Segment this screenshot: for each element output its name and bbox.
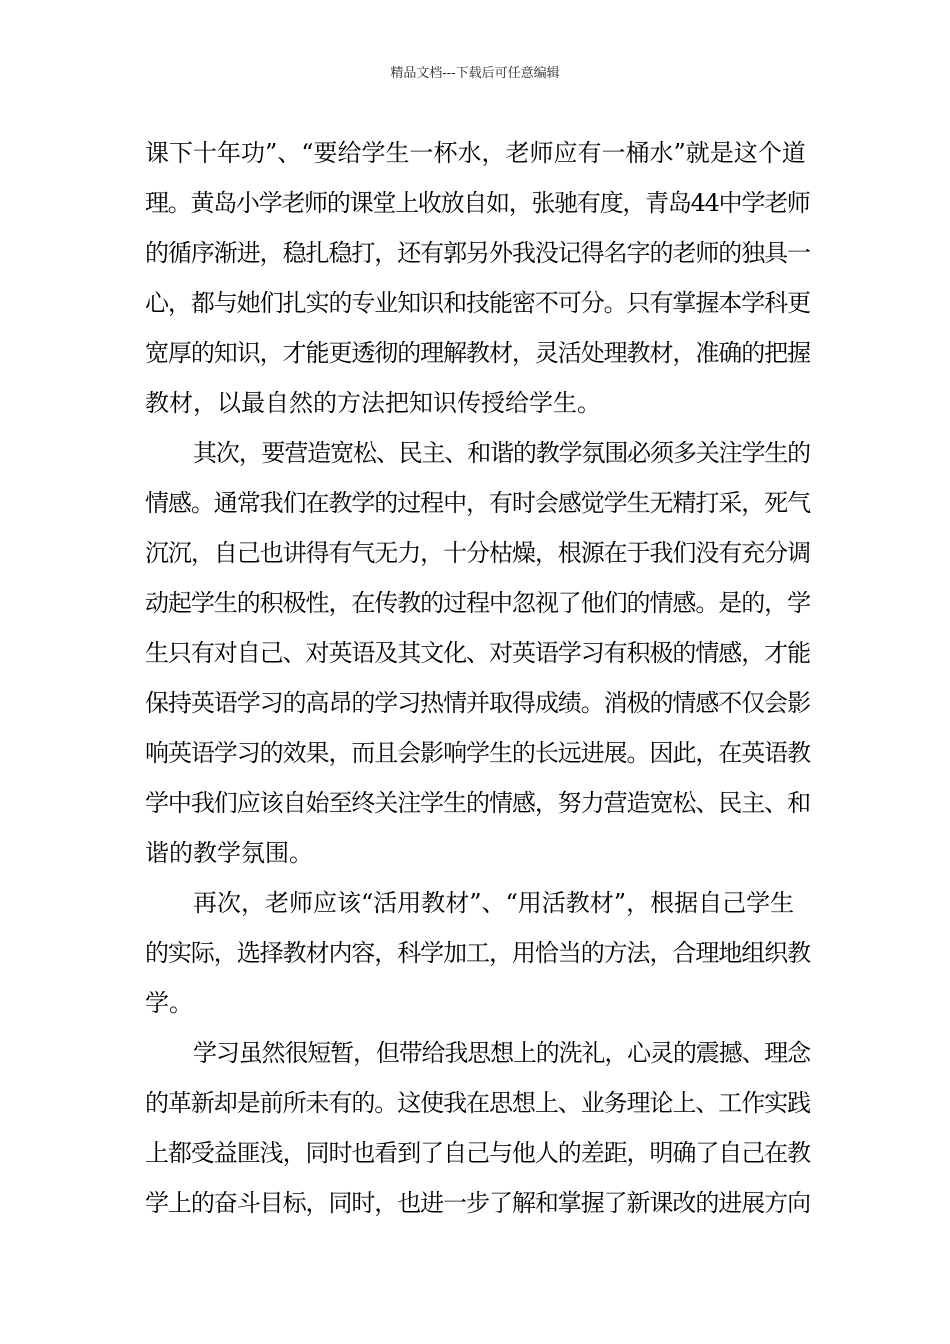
text-line: 课下十年功”、“要给学生一杯水，老师应有一桶水”就是这个道	[145, 139, 806, 167]
text-line: 心，都与她们扎实的专业知识和技能密不可分。只有掌握本学科更	[145, 289, 810, 317]
paragraph-first-line: 其次，要营造宽松、民主、和谐的教学氛围必须多关注学生的	[193, 439, 810, 467]
text-line: 上都受益匪浅，同时也看到了自己与他人的差距，明确了自己在教	[145, 1139, 810, 1167]
paragraph-first-line: 学习虽然很短暂，但带给我思想上的洗礼，心灵的震撼、理念	[193, 1039, 810, 1067]
text-line: 的实际，选择教材内容，科学加工，用恰当的方法，合理地组织教	[145, 939, 810, 967]
text-line: 沉沉，自己也讲得有气无力，十分枯燥，根源在于我们没有充分调	[145, 539, 810, 567]
text-line: 情感。通常我们在教学的过程中，有时会感觉学生无精打采，死气	[145, 489, 810, 517]
paragraph-first-line: 再次，老师应该“活用教材”、“用活教材”，根据自己学生	[193, 889, 795, 917]
text-line: 响英语学习的效果，而且会影响学生的长远进展。因此，在英语教	[145, 739, 810, 767]
text-line: 学中我们应该自始至终关注学生的情感，努力营造宽松、民主、和	[145, 789, 810, 817]
text-line: 的革新却是前所未有的。这使我在思想上、业务理论上、工作实践	[145, 1089, 810, 1117]
text-line: 谐的教学氛围。	[145, 839, 313, 867]
text-line: 理。黄岛小学老师的课堂上收放自如，张驰有度，青岛44中学老师	[145, 189, 810, 217]
text-line: 保持英语学习的高昂的学习热情并取得成绩。消极的情感不仅会影	[145, 689, 810, 717]
document-body	[145, 128, 810, 1228]
text-line: 动起学生的积极性，在传教的过程中忽视了他们的情感。是的，学	[145, 589, 810, 617]
page-header: 精品文档---下载后可任意编辑	[390, 66, 560, 81]
text-line: 的循序渐进，稳扎稳打，还有郭另外我没记得名字的老师的独具一	[145, 239, 810, 267]
text-line: 学。	[145, 989, 193, 1017]
text-line: 教材，以最自然的方法把知识传授给学生。	[145, 389, 601, 417]
text-line: 学上的奋斗目标，同时，也进一步了解和掌握了新课改的进展方向	[145, 1189, 810, 1217]
text-line: 生只有对自己、对英语及其文化、对英语学习有积极的情感，才能	[145, 639, 810, 667]
text-line: 宽厚的知识，才能更透彻的理解教材，灵活处理教材，准确的把握	[145, 339, 810, 367]
